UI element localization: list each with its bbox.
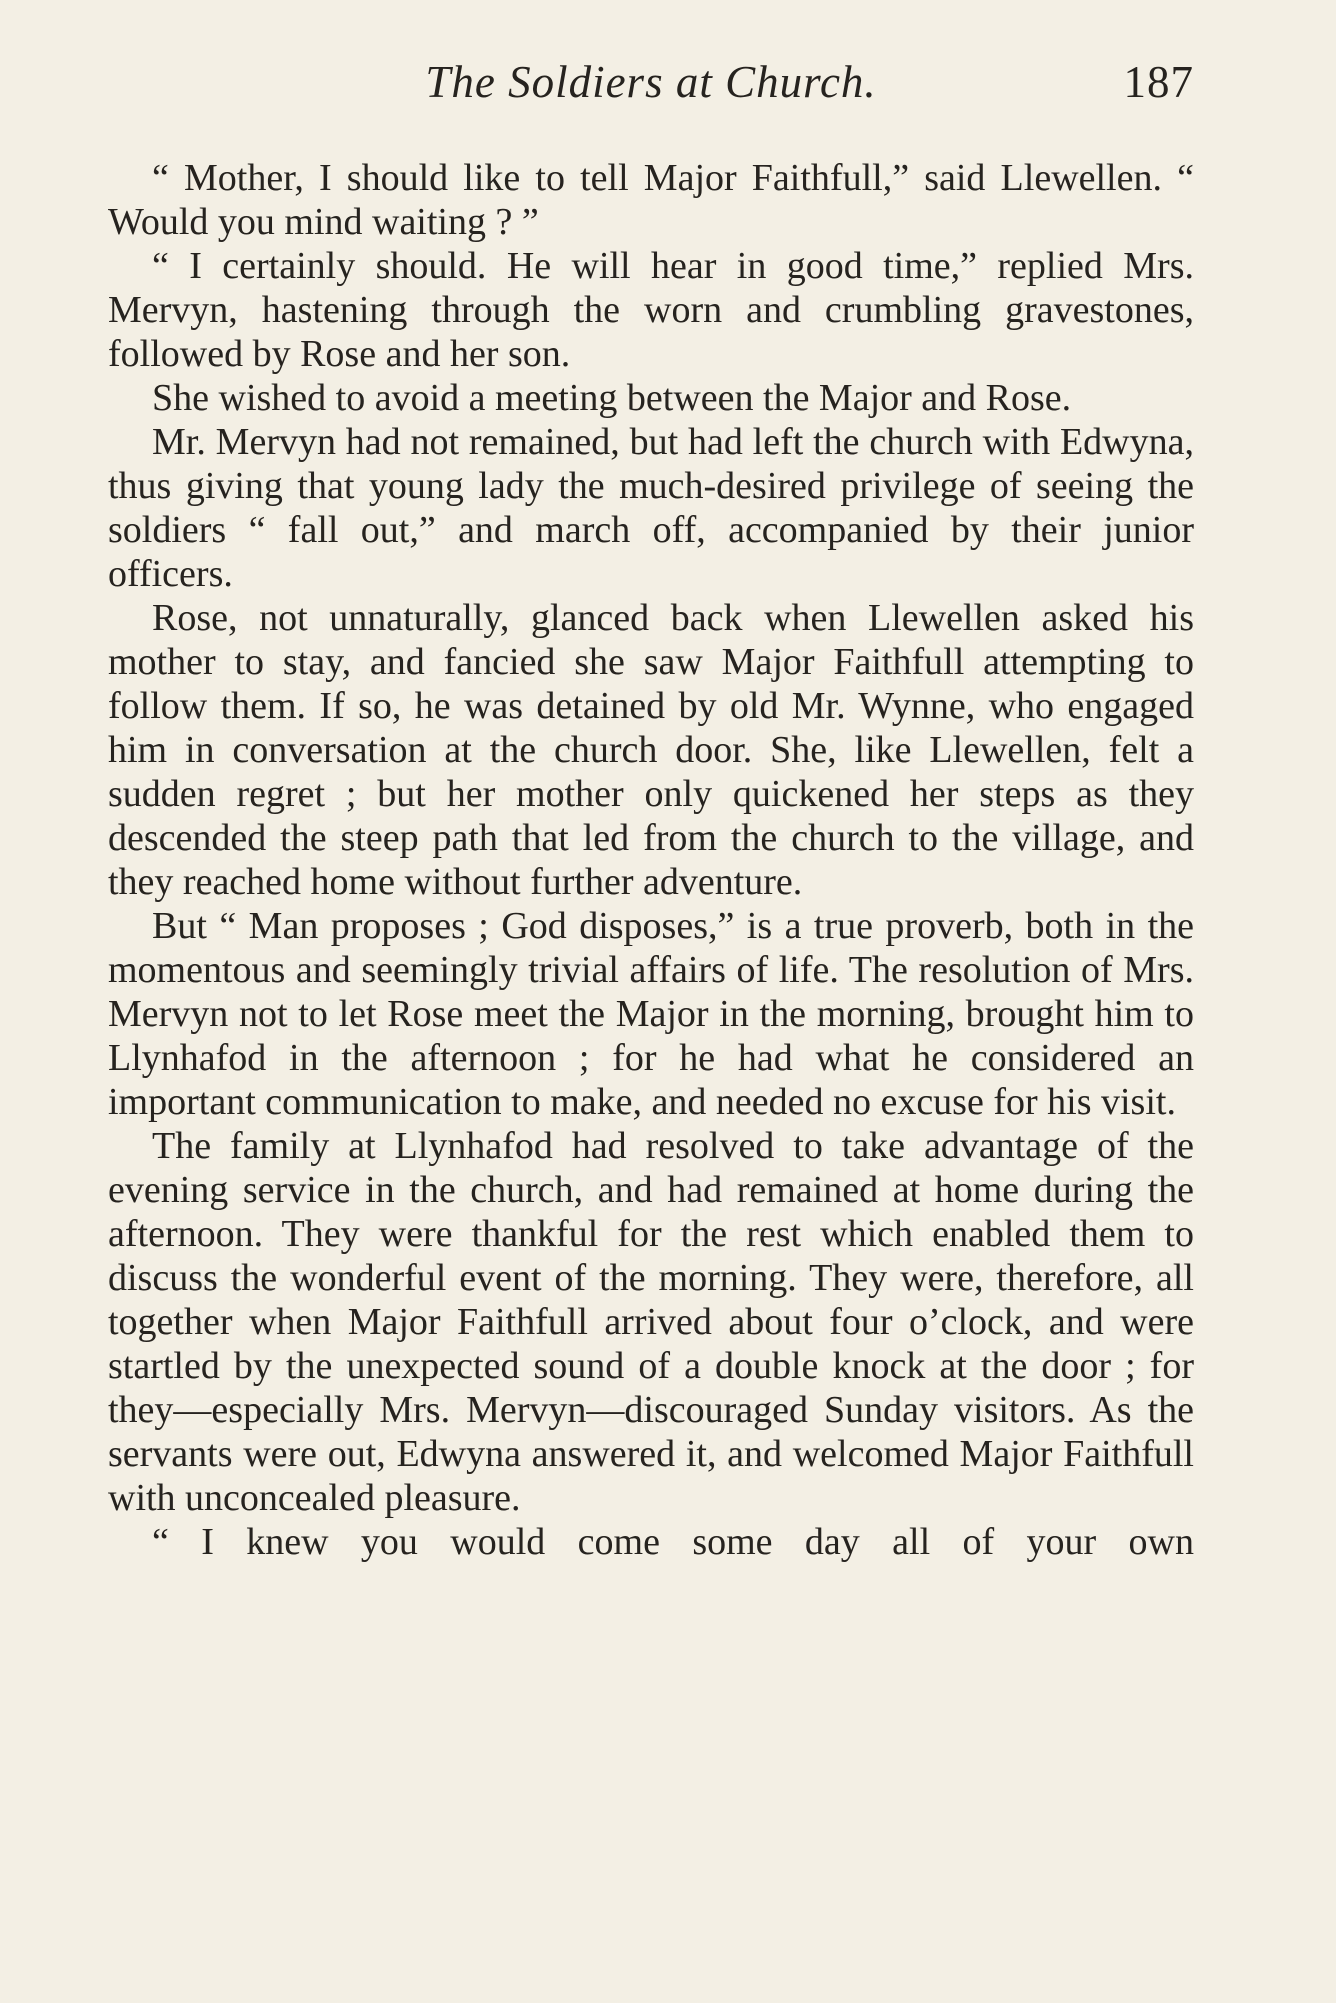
paragraph: Mr. Mervyn had not remained, but had left the church with Edwyna, thus giving that young lady the much-desired privilege of seeing the soldiers “ fall out,” and march off, accompanied by their junior officers. <box>108 421 1194 595</box>
paragraph: “ Mother, I should like to tell Major Faithfull,” said Llewellen. “ Would you mind waiting ? ” <box>108 157 1194 243</box>
running-head <box>108 56 1194 112</box>
paragraph: Rose, not unnaturally, glanced back when Llewellen asked his mother to stay, and fancied she saw Major Faithfull attempting to follow them. If so, he was detained by old Mr. Wynne, who engaged him in conversation at the church door. She, like Llewellen, felt a sudden regret ; but her mother only quickened her steps as they descended the steep path that led from the church to the village, and they reached home without further adventure. <box>108 597 1194 903</box>
paragraph: She wished to avoid a meeting between the Major and Rose. <box>152 377 1072 419</box>
paragraph: The family at Llynhafod had resolved to take advantage of the evening service in the church, and had remained at home during the afternoon. They were thankful for the rest which enabled them to discuss the wonderful event of the morning. They were, therefore, all together when Major Faithfull arrived about four o’clock, and were startled by the unexpected sound of a double knock at the door ; for they—especially Mrs. Mervyn—discouraged Sunday visitors. As the servants were out, Edwyna answered it, and welcomed Major Faithfull with unconcealed pleasure. <box>108 1125 1194 1519</box>
running-title: The Soldiers at Church. <box>425 57 877 107</box>
paragraph: “ I knew you would come some day all of your own <box>152 1521 1194 1563</box>
paragraph: But “ Man proposes ; God disposes,” is a true proverb, both in the momentous and seemingly trivial affairs of life. The resolution of Mrs. Mervyn not to let Rose meet the Major in the morning, brought him to Llynhafod in the afternoon ; for he had what he considered an important communication to make, and needed no excuse for his visit. <box>108 905 1194 1123</box>
paragraph: “ I certainly should. He will hear in good time,” replied Mrs. Mervyn, hastening through the worn and crumbling gravestones, followed by Rose and her son. <box>108 245 1194 375</box>
page-number: 187 <box>1123 57 1194 107</box>
body-text <box>108 156 1194 1564</box>
book-page <box>108 56 1194 1564</box>
